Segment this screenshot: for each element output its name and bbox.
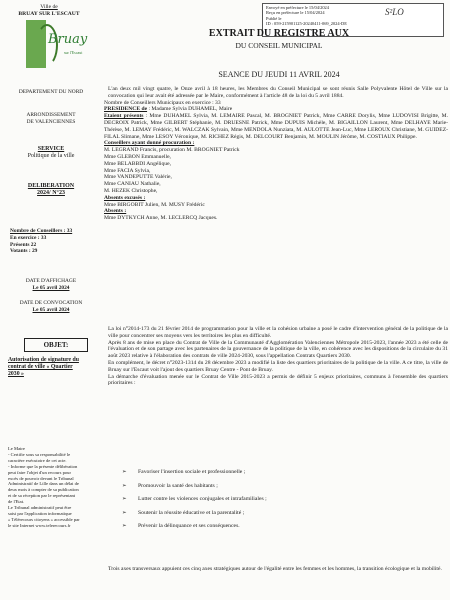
posting-date-block xyxy=(6,278,96,292)
proxies-label: Conseillers ayant donné procuration : xyxy=(104,140,195,147)
arrondissement-line1: ARRONDISSEMENT xyxy=(26,112,76,118)
presidence-label: PRESIDENCE de xyxy=(104,106,148,113)
service-label: SERVICE xyxy=(37,146,65,152)
convocation-date-value: Le 05 avril 2024 xyxy=(32,306,70,313)
municipality-line1: Ville de xyxy=(40,4,58,10)
proxy-item: Mme GLEBON Emmanuelle, xyxy=(104,153,171,160)
document-title: EXTRAIT DU REGISTRE AUX xyxy=(208,28,350,39)
objet-box xyxy=(24,338,88,352)
priority-item: ➢ Promouvoir la santé des habitants ; xyxy=(122,480,422,494)
notice-line: Administratif de Lille dans un délai de xyxy=(8,481,79,487)
councillors-block xyxy=(10,228,100,255)
notice-line: - Certifie sous sa responsabilité le xyxy=(8,451,71,457)
department-text: DEPARTEMENT DU NORD xyxy=(18,89,84,95)
arrondissement-block xyxy=(6,112,96,126)
service-value: Politique de la ville xyxy=(27,153,75,160)
priority-item: ➢ Favoriser l'insertion sociale et professionnelle ; xyxy=(122,466,422,480)
closing-text: Trois axes transversaux appuient ces cinq axes stratégiques autour de l'égalité entre les femmes et les hommes, la transition écologique et la mobilité. xyxy=(108,566,442,572)
approach-paragraph: La démarche d'évaluation menée sur le Contrat de Ville 2015-2023 a permis de définir 5 enjeux prioritaires, communs à l'ensemble des quartiers prioritaires : xyxy=(108,373,448,387)
notice-line: le site Internet www.telerecours.fr xyxy=(8,522,71,528)
intro-paragraph: L'an deux mil vingt quatre, le Onze avril à 18 heures, les Membres du Conseil Municipal se sont réunis Salle Polyvalente Hôtel de Ville sur la convocation qui leur avait été adressée par le Maire, conformément à l'article 48 de la loi du 5 avril 1884. xyxy=(108,86,448,99)
notice-line: et de sa réception par le représentant xyxy=(8,493,76,499)
deliberation-number: 2024/ N°23 xyxy=(37,190,65,197)
convocation-date-label: DATE DE CONVOCATION xyxy=(19,300,83,306)
objet-line2: contrat de ville « Quartier xyxy=(8,364,73,370)
proxy-item: Mme BELABBDI Angélique, xyxy=(104,160,171,167)
notice-line: « Télérecours citoyens » accessible par xyxy=(8,516,80,522)
stamp-row-id: ID : 059-215901125-20240411-069_2024-DE xyxy=(266,21,347,27)
objet-line1: Autorisation de signature du xyxy=(8,357,79,363)
municipality-line2: BRUAY SUR L'ESCAUT xyxy=(18,10,80,17)
notice-line: Le Tribunal administratif peut être xyxy=(8,505,72,511)
councillor-count-line: Nombre de Conseillers Municipaux en exercice : 33 xyxy=(104,99,221,106)
councillors-present: Présents 22 xyxy=(10,241,37,248)
absent-label: Absents : xyxy=(104,208,127,215)
legal-notice xyxy=(8,446,98,529)
priority-list xyxy=(122,466,422,534)
objet-text xyxy=(8,357,98,378)
posting-date-label: DATE D'AFFICHAGE xyxy=(25,278,77,284)
session-intro xyxy=(104,86,448,222)
priority-item: ➢ Prévenir la délinquance et ses conséquences. xyxy=(122,520,422,534)
decree-paragraph: En complément, le décret n°2023-1314 du 28 décembre 2023 a modifié la liste des quartiers prioritaires de la politique de la ville. A ce titre, la ville de Bruay sur l'Escaut voit l'ajout des quartiers Bruay Centre - Pont de Bruay. xyxy=(108,359,448,373)
present-members xyxy=(104,113,448,140)
objet-line3: 2030 » xyxy=(8,371,24,377)
priority-item: ➢ Soutenir la réussite éducative et la parentalité ; xyxy=(122,507,422,521)
evaluation-paragraph: Après 8 ans de mise en place du Contrat de Ville de la Communauté d'Agglomération Valenciennes Métropole 2015-2023, l'année 2023 a été celle de l'évaluation et de son partage avec les partenaires de la gouvernance de la politique de la ville, en cohérence avec les dispositions de la circulaire du 31 août 2023 relative à l'élaboration des contrats de ville 2024-2030, sous l'appellation Contrats Quartiers 2030. xyxy=(108,339,448,360)
proxy-item: Mme VANDEPUTTE Valérie, xyxy=(104,174,172,181)
notice-line: - Informe que la présente délibération xyxy=(8,463,78,469)
councillors-count: Nombre de Conseillers : 33 xyxy=(10,228,73,234)
proxy-item: M. LEGRAND Francis, procuration M. BROGNIET Patrick xyxy=(104,147,240,154)
notice-line: de l'Etat. xyxy=(8,499,25,505)
session-title: SEANCE DU JEUDI 11 AVRIL 2024 xyxy=(218,70,340,79)
document-subtitle: DU CONSEIL MUNICIPAL xyxy=(235,41,323,50)
proxy-item: Mme FACIA Sylvia, xyxy=(104,167,151,174)
closing-paragraph xyxy=(104,566,448,573)
notice-line: caractère exécutoire de cet acte. xyxy=(8,457,67,463)
department-label xyxy=(6,89,96,96)
presidence-value: : Madame Sylvia DUHAMEL, Maire xyxy=(147,106,233,113)
excused-list: Mme BIRGOBIT Julien, M. MUSY Frédéric xyxy=(104,201,205,208)
proxy-item: M. HEZEK Christophe, xyxy=(104,187,158,194)
municipality-header xyxy=(14,4,84,17)
stamp-handwriting: S²LO xyxy=(385,7,404,17)
proxy-item: Mme CANIAU Nathalie, xyxy=(104,181,161,188)
arrondissement-line2: DE VALENCIENNES xyxy=(26,118,76,125)
deliberation-text xyxy=(104,326,448,387)
objet-label: OBJET: xyxy=(43,341,69,349)
councillors-voting: Votants : 29 xyxy=(10,248,38,255)
town-logo xyxy=(26,20,92,72)
priority-item: ➢ Lutter contre les violences conjugales et intrafamiliales ; xyxy=(122,493,422,507)
stamp-row-published: Publié le xyxy=(266,15,282,21)
excused-label: Absents excusés : xyxy=(104,194,146,201)
notice-line: saisi par l'application informatique xyxy=(8,510,72,516)
law-paragraph: La loi n°2014-173 du 21 février 2014 de programmation pour la ville et la cohésion urbaine a posé le cadre d'intervention général de la politique de la ville pour concentrer ses moyens vers les territoires les plus en difficulté. xyxy=(108,326,448,339)
posting-date-value: Le 05 avril 2024 xyxy=(32,284,70,291)
logo-wordmark: Bruay xyxy=(48,32,88,47)
absent-list: Mme DYTKYCH Anne, M. LECLERCQ Jacques. xyxy=(104,215,218,222)
present-list: : Mme DUHAMEL Sylvia, M. LEMAIRE Pascal, M. BROGNIET Patrick, Mme CARRE Dorylis, Mme LUDOVISI Brigitte, M. DECROIX Patrick, Mme GILBERT Stéphanie, M. DRUESNE Patrick, Mme DUPUIS Michèle, M. BIGAILLON Laurent, Mme DELHAYE Marie-Thérèse, M. LEMAY Frédéric, M. WALCZAK Sylvain, Mme MENDOLA Nunziata, M. AULOTTE Jean-Luc, Mme LEROUX Christiane, M. GUIDEZ-FILAL Slimane, Mme LESOY Véronique, M. RICHEZ Régis, M. DELCOURT Benjamin, M. MOULIN Jérôme, M. COSTIAUX Philippe. xyxy=(104,113,449,140)
deliberation-block xyxy=(6,183,96,198)
convocation-date-block xyxy=(6,300,96,314)
notice-line: Le Maire xyxy=(8,446,25,451)
notice-line: excès de pouvoir devant le Tribunal xyxy=(8,475,74,481)
service-block xyxy=(6,146,96,161)
stamp-row-received: Reçu en préfecture le 15/04/2024 xyxy=(266,10,325,16)
councillors-in-office: En exercice : 33 xyxy=(10,234,47,241)
present-label: Etaient présents xyxy=(104,113,144,120)
stamp-row-sent: Envoyé en préfecture le 15/04/2024 xyxy=(266,5,329,10)
logo-tagline: sur l'Escaut xyxy=(64,50,83,55)
presidence-line xyxy=(104,106,448,113)
notice-line: peut faire l'objet d'un recours pour xyxy=(8,469,72,475)
deliberation-label: DELIBERATION xyxy=(27,183,75,189)
notice-line: deux mois à compter de sa publication xyxy=(8,487,79,493)
